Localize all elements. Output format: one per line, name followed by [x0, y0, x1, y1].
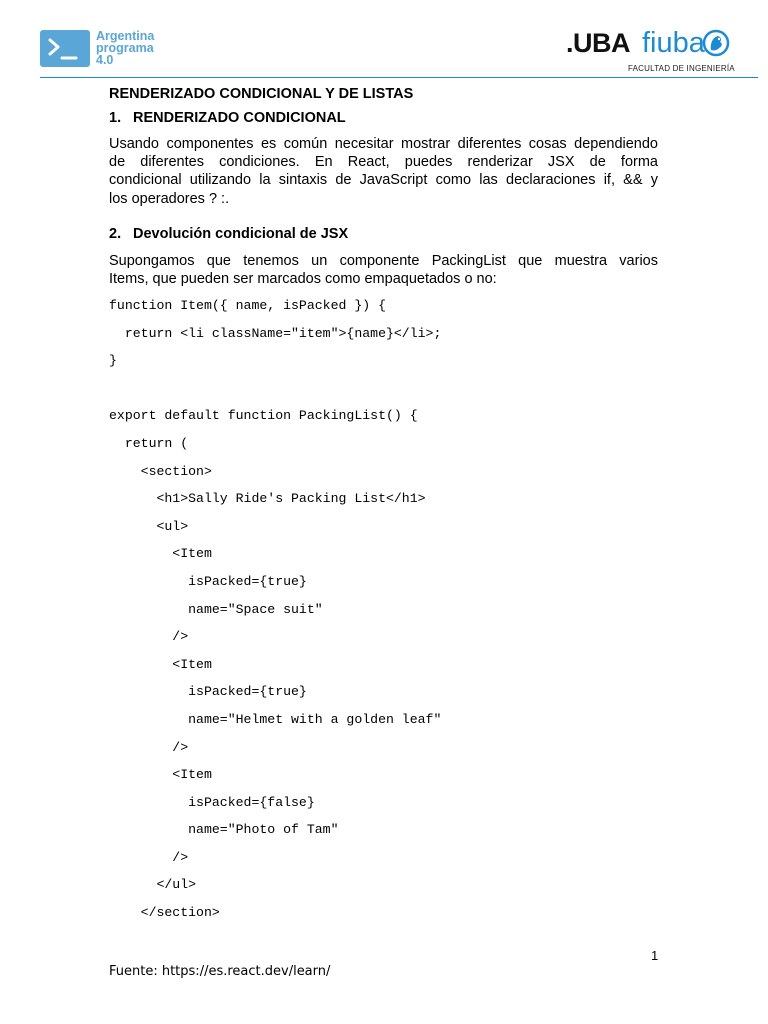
code-line — [109, 379, 658, 407]
code-line: <ul> — [109, 518, 189, 534]
section-2-number: 2. — [109, 226, 122, 242]
code-line: /> — [109, 629, 189, 645]
uba-wordmark: .UBA — [566, 28, 630, 58]
argentina-programa-logo — [40, 30, 154, 67]
fiuba-seal-icon — [702, 28, 730, 60]
page-title: RENDERIZADO CONDICIONAL Y DE LISTAS — [109, 86, 414, 102]
code-line: <Item — [109, 656, 212, 672]
paragraph-line: los operadores ? :. — [109, 190, 230, 207]
document-body — [109, 84, 658, 931]
page-number: 1 — [651, 948, 659, 963]
paragraph-line: condicional utilizando la sintaxis de JavaScript como las declaraciones if, && y — [109, 172, 658, 189]
paragraph-line: Supongamos que tenemos un componente PackingList que muestra varios — [109, 253, 658, 269]
code-line: /> — [109, 849, 189, 865]
code-line: </section> — [109, 905, 220, 921]
code-line: return <li className="item">{name}</li>; — [109, 325, 442, 341]
terminal-icon — [40, 30, 90, 67]
code-line: <section> — [109, 463, 212, 479]
code-line: function Item({ name, isPacked }) { — [109, 298, 386, 313]
code-line: <h1>Sally Ride's Packing List</h1> — [109, 491, 426, 507]
code-line: } — [109, 353, 117, 369]
code-line: name="Photo of Tam" — [109, 822, 339, 838]
header-divider — [40, 77, 758, 78]
logo-line-2: programa — [96, 41, 154, 55]
paragraph-intro — [109, 135, 658, 224]
logo-line-1: Argentina — [96, 29, 155, 43]
paragraph-line: Usando componentes es común necesitar mostrar diferentes cosas dependiendo — [109, 136, 658, 152]
code-line: /> — [109, 739, 189, 755]
code-line: <Item — [109, 546, 212, 562]
code-line: isPacked={false} — [109, 794, 315, 810]
section-2-heading — [109, 224, 658, 252]
code-line: name="Helmet with a golden leaf" — [109, 711, 442, 727]
footer-source: Fuente: https://es.react.dev/learn/ — [109, 964, 331, 979]
code-line: </ul> — [109, 877, 197, 893]
code-line: isPacked={true} — [109, 684, 307, 700]
code-line: export default function PackingList() { — [109, 408, 418, 424]
section-1-number: 1. — [109, 110, 122, 126]
fiuba-wordmark: fiuba — [642, 27, 705, 59]
section-1-title: RENDERIZADO CONDICIONAL — [133, 110, 346, 126]
logo-line-3: 4.0 — [96, 53, 114, 67]
paragraph-line: de diferentes condiciones. En React, puedes renderizar JSX de forma — [109, 154, 658, 171]
code-block — [109, 296, 658, 931]
code-line: name="Space suit" — [109, 601, 323, 617]
paragraph-example — [109, 252, 658, 296]
paragraph-line: Items, que pueden ser marcados como empaquetados o no: — [109, 271, 497, 288]
page-header — [0, 0, 768, 80]
section-2-title: Devolución condicional de JSX — [133, 226, 349, 242]
section-1-heading — [109, 108, 658, 135]
code-line: isPacked={true} — [109, 573, 307, 589]
faculty-name: FACULTAD DE INGENIERÍA — [628, 64, 735, 73]
code-line: return ( — [109, 435, 189, 451]
code-line: <Item — [109, 767, 212, 783]
